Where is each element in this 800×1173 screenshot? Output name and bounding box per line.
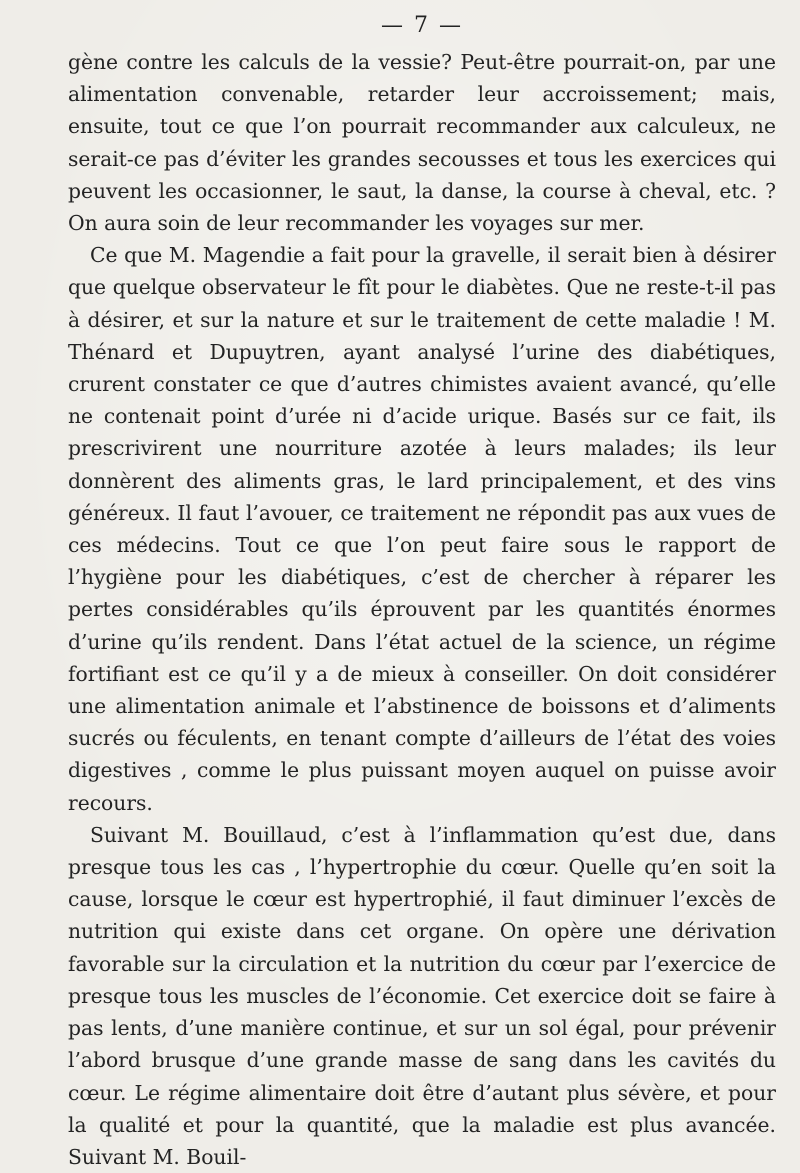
paragraph-heart: Suivant M. Bouillaud, c’est à l’inflammation qu’est due, dans presque tous les cas , l’hypertrophie du cœur. Quelle qu’en soit la cause, lorsque le cœur est hypertrophié, il faut diminuer l’excès de nutrition qui existe dans cet organe. On opère une dérivation favorable sur la circulation et la nutrition du cœur par l’exercice de presque tous les muscles de l’économie. Cet exercice doit se faire à pas lents, d’une manière continue, et sur un sol égal, pour prévenir l’abord brusque d’une grande masse de sang dans les cavités du cœur. Le régime alimentaire doit être d’autant plus sévère, et pour la qualité et pour la quantité, que la maladie est plus avancée. Suivant M. Bouil- bbox=[68, 822, 776, 1169]
paragraph-diabetes: Ce que M. Magendie a fait pour la gravelle, il serait bien à désirer que quelque observateur le fît pour le diabètes. Que ne reste-t-il pas à désirer, et sur la nature et sur le traitement de cette maladie ! M. Thénard et Dupuytren, ayant analysé l’urine des diabétiques, crurent constater ce que d’autres chimistes avaient avancé, qu’elle ne contenait point d’urée ni d’acide urique. Basés sur ce fait, ils prescrivirent une nourriture azotée à leurs malades; ils leur donnèrent des aliments gras, le lard principalement, et des vins généreux. Il faut l’avouer, ce traitement ne répondit pas aux vues de ces médecins. Tout ce que l’on peut faire sous le rapport de l’hygiène pour les diabétiques, c’est de chercher à réparer les pertes considérables qu’ils éprouvent par les quantités énormes d’urine qu’ils rendent. Dans l’état actuel de la science, un régime fortifiant est ce qu’il y a de mieux à conseiller. On doit considérer une alimentation animale et l’abstinence de boissons et d’aliments sucrés ou féculents, en tenant compte d’ailleurs de l’état des voies digestives , comme le plus puissant moyen auquel on puisse avoir recours. bbox=[68, 243, 776, 815]
page-number: — 7 — bbox=[381, 13, 463, 38]
paragraph-calculs: gène contre les calculs de la vessie? Peut-être pourrait-on, par une alimentation convenable, retarder leur accroissement; mais, ensuite, tout ce que l’on pourrait recommander aux calculeux, ne serait-ce pas d’éviter les grandes secousses et tous les exercices qui peuvent les occasionner, le saut, la danse, la course à cheval, etc. ? On aura soin de leur recommander les voyages sur mer. bbox=[68, 50, 776, 236]
body-text bbox=[68, 46, 776, 1173]
